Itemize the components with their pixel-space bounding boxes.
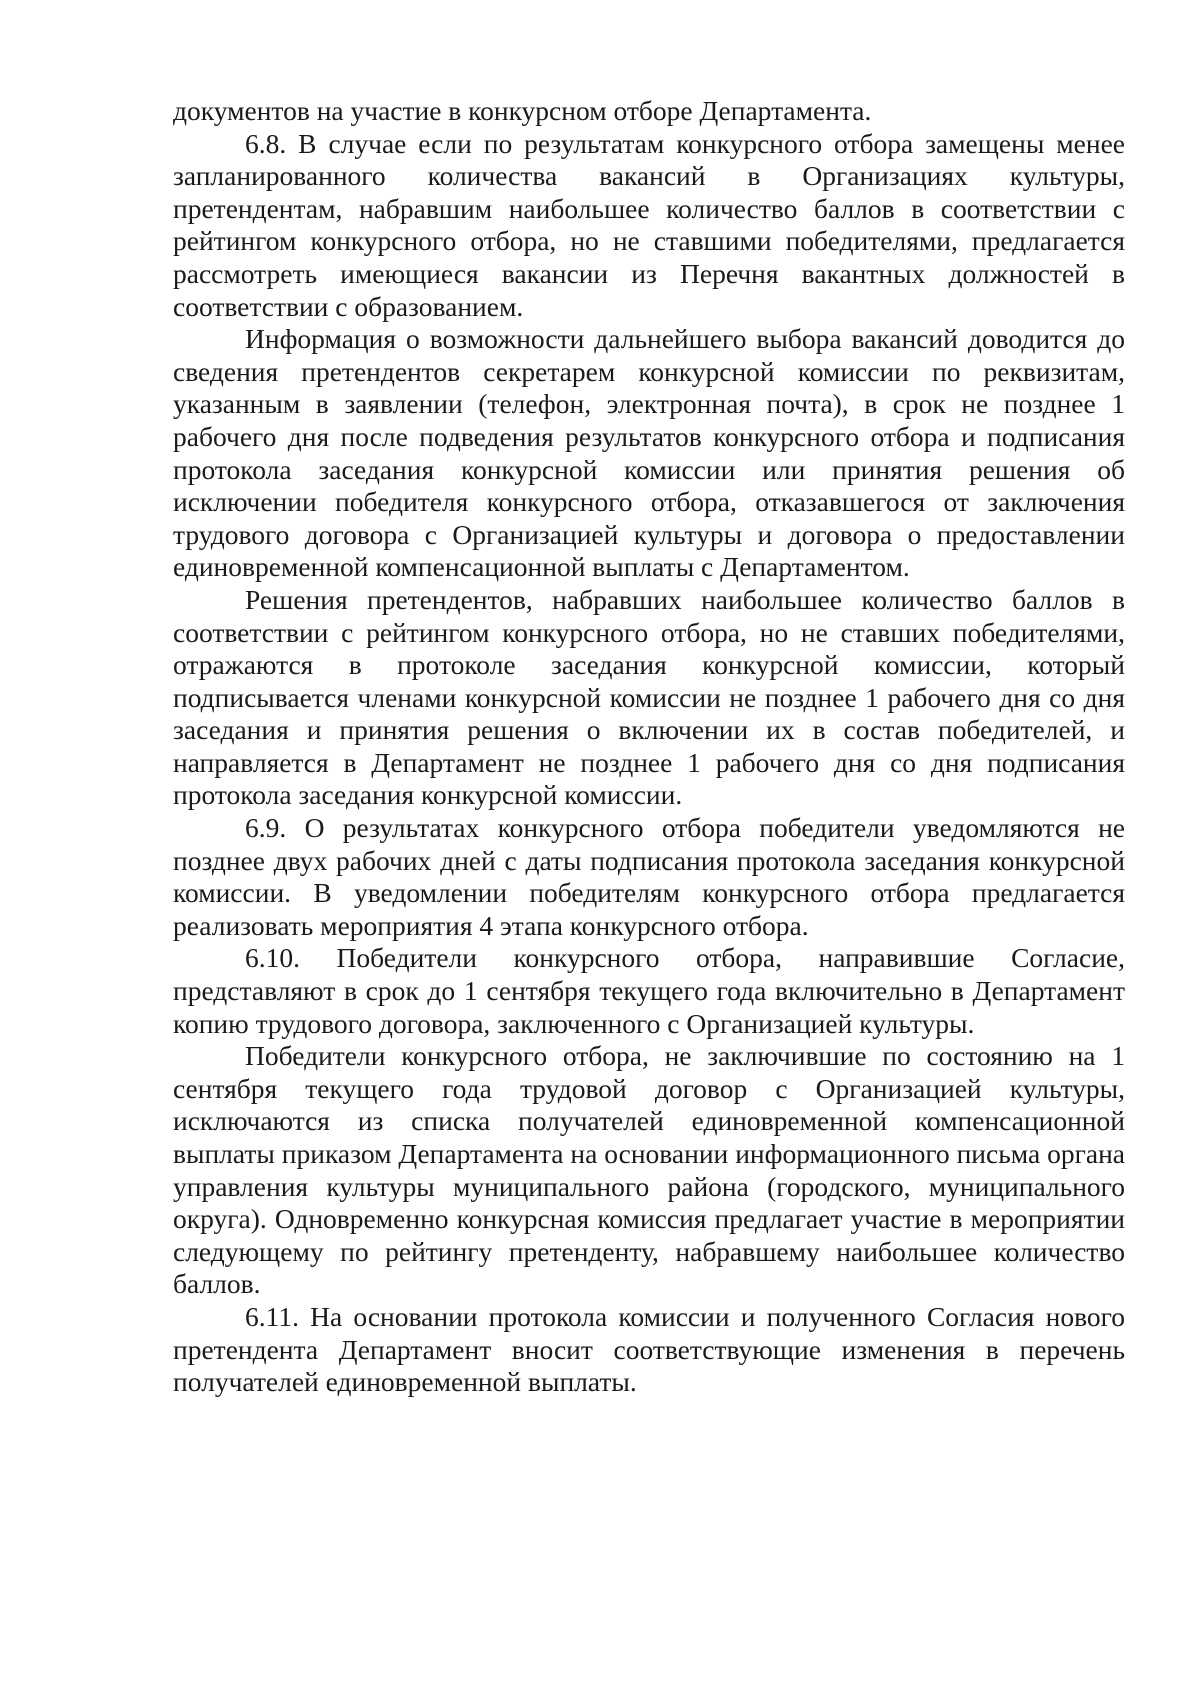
paragraph-continuation: документов на участие в конкурсном отборе Департамента. (173, 95, 872, 126)
document-body (173, 95, 1125, 1399)
paragraph-6-10: 6.10. Победители конкурсного отбора, направившие Согласие, представляют в срок до 1 сентября текущего года включительно в Департамент копию трудового договора, заключенного с Организацией культуры. (173, 942, 1125, 1039)
paragraph-6-9: 6.9. О результатах конкурсного отбора победители уведомляются не позднее двух рабочих дней с даты подписания протокола заседания конкурсной комиссии. В уведомлении победителям конкурсного отбора предлагается реализовать мероприятия 4 этапа конкурсного отбора. (173, 812, 1125, 941)
paragraph-6-11: 6.11. На основании протокола комиссии и полученного Согласия нового претендента Департамент вносит соответствующие изменения в перечень получателей единовременной выплаты. (173, 1300, 1125, 1398)
paragraph-6-8: 6.8. В случае если по результатам конкурсного отбора замещены менее запланированного количества вакансий в Организациях культуры, претендентам, набравшим наибольшее количество баллов в соответствии с рейтингом конкурсного отбора, но не ставшими победителями, предлагается рассмотреть имеющиеся вакансии из Перечня вакантных должностей в соответствии с образованием. (173, 127, 1125, 322)
paragraph-decisions: Решения претендентов, набравших наибольшее количество баллов в соответствии с рейтингом конкурсного отбора, но не ставших победителями, отражаются в протоколе заседания конкурсной комиссии, который подписывается членами конкурсной комиссии не позднее 1 рабочего дня со дня заседания и принятия решения о включении их в состав победителей, и направляется в Департамент не позднее 1 рабочего дня со дня подписания протокола заседания конкурсной комиссии. (173, 583, 1125, 811)
paragraph-exclusion: Победители конкурсного отбора, не заключившие по состоянию на 1 сентября текущего года трудовой договор с Организацией культуры, исключаются из списка получателей единовременной компенсационной выплаты приказом Департамента на основании информационного письма органа управления культуры муниципального района (городского, муниципального округа). Одновременно конкурсная комиссия предлагает участие в мероприятии следующему по рейтингу претенденту, набравшему наибольшее количество баллов. (173, 1040, 1125, 1300)
paragraph-vacancy-info: Информация о возможности дальнейшего выбора вакансий доводится до сведения претендентов секретарем конкурсной комиссии по реквизитам, указанным в заявлении (телефон, электронная почта), в срок не позднее 1 рабочего дня после подведения результатов конкурсного отбора и подписания протокола заседания конкурсной комиссии или принятия решения об исключении победителя конкурсного отбора, отказавшегося от заключения трудового договора с Организацией культуры и договора о предоставлении единовременной компенсационной выплаты с Департаментом. (173, 323, 1125, 583)
